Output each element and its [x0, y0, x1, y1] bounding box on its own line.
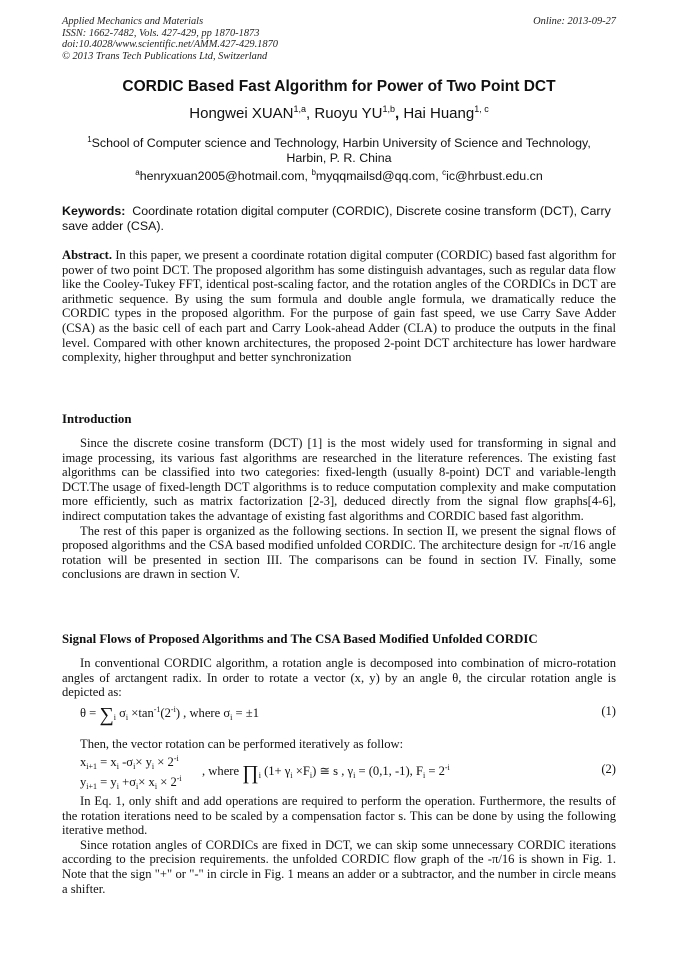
journal-copyright: © 2013 Trans Tech Publications Ltd, Switzerland — [62, 50, 268, 62]
abstract-label: Abstract. — [62, 248, 113, 262]
author-3: Hai Huang — [403, 105, 475, 122]
section2-heading: Signal Flows of Proposed Algorithms and The CSA Based Modified Unfolded CORDIC — [62, 632, 538, 646]
keywords-label: Keywords: — [62, 204, 126, 218]
section2-paragraph-3: In Eq. 1, only shift and add operations are required to perform the operation. Furthermore, the results of the rotation iterations need to be scaled by a compensation factor s. This can be done by using the following iterative method. — [62, 794, 616, 838]
intro-heading: Introduction — [62, 412, 132, 426]
keywords-text: Coordinate rotation digital computer (CORDIC), Discrete cosine transform (DCT), Carry save adder (CSA). — [62, 204, 611, 233]
online-date: Online: 2013-09-27 — [533, 16, 616, 27]
affiliation — [70, 132, 608, 166]
equation-1-number: (1) — [601, 704, 616, 718]
section2-body — [62, 794, 616, 896]
journal-doi: doi:10.4028/www.scientific.net/AMM.427-429.1870 — [62, 39, 278, 51]
email-a: henryxuan2005@hotmail.com — [139, 169, 305, 184]
section2-paragraph-2: Then, the vector rotation can be performed iteratively as follow: — [80, 737, 404, 751]
author-3-sup: 1, c — [474, 104, 489, 114]
section2-paragraph-1-wrap — [62, 656, 616, 700]
abstract — [62, 248, 616, 365]
section2-paragraph-1: In conventional CORDIC algorithm, a rotation angle is decomposed into combination of micro-rotation angles of arctangent radix. In order to rotate a vector (x, y) by an angle θ, the circular rotation angle is depicted as: — [62, 656, 616, 700]
email-b: myqqmailsd@qq.com — [315, 169, 436, 184]
author-2-sup: 1,b — [382, 104, 395, 114]
intro-body — [62, 436, 616, 582]
journal-name: Applied Mechanics and Materials — [62, 16, 204, 27]
email-c: ic@hrbust.edu.cn — [446, 169, 543, 184]
keywords — [62, 204, 616, 234]
affiliation-sup: 1 — [87, 135, 92, 144]
author-list: Hongwei XUAN$^{1,a}$, Ruoyu YU$^{1,b}$, Hai Huang$^{1, c}$ — [189, 104, 489, 122]
equation-2: $x_{i+1} = x_i$ $-\sigma_i\times y_i \times 2^{-i}$ $y_{i+1} = y_i +\sigma_i\times x_i \times 2^{-i}$ , where $\prod_i$ $(1+ \gamma_i \times F_i)$ ≅ s , $\gamma_i = (0,1$, -1), $F_i = 2^{-i}$ (2) — [80, 754, 616, 791]
journal-header — [62, 16, 278, 62]
author-1: Hongwei XUAN — [189, 105, 294, 122]
equation-1: $\theta = \sum_i$ $\sigma_i \times\tan^{-1}(2^{-i})$ , where $\sigma_i = \pm 1$ (1) — [80, 704, 616, 726]
section2-paragraph-4: Since rotation angles of CORDICs are fixed in DCT, we can skip some unnecessary CORDIC iterations according to the precision requirements. the unfolded CORDIC flow graph of the -π/16 is shown in Fig. 1. Note that the sign "+" or "-" in circle in Fig. 1 means an adder or a subtractor, and the number in circle means a shifter. — [62, 837, 616, 896]
author-1-sup: 1,a — [293, 104, 307, 114]
equation-1-tail: = ±1 — [232, 706, 259, 720]
journal-issn: ISSN: 1662-7482, Vols. 427-429, pp 1870-1873 — [62, 27, 260, 39]
intro-paragraph-2: The rest of this paper is organized as the following sections. In section II, we present the signal flows of proposed algorithms and the CSA based modified unfolded CORDIC. The architecture design for -π/16 angle rotation will be presented in section III. The comparisons can be found in section IV. Finally, some conclusions are drawn in section V. — [62, 523, 616, 582]
equation-2-number: (2) — [601, 762, 616, 776]
affiliation-text: School of Computer science and Technology, Harbin University of Science and Technology, Harbin, P. R. China — [91, 136, 591, 166]
abstract-text: In this paper, we present a coordinate rotation digital computer (CORDIC) based fast algorithm for power of two point DCT. The proposed algorithm has some distinguish advantages, such as regular data flow like the Cooley-Tukey FFT, identical post-scaling factor, and the rotation angles of the CORDICs in DCT are arithmetic sequence. By using the sum formula and double angle formula, we dramatically reduce the CORDIC types in the proposed algorithm. For the purpose of gain fast speed, we use Carry Save Adder (CSA) as the basic cell of each part and Carry Look-ahead Adder (CLA) to produce the outputs in the final level. Compared with other known architectures, the proposed 2-point DCT architecture has lower hardware complexity, higher throughput and better synchronization — [62, 248, 616, 365]
author-2: Ruoyu YU — [314, 105, 383, 122]
paper-title: CORDIC Based Fast Algorithm for Power of Two Point DCT — [122, 78, 556, 95]
section2-paragraph-2-wrap — [62, 737, 616, 752]
equation-1-where: , where σ — [183, 706, 231, 720]
email-list: $^a$henryxuan2005@hotmail.com, $^b$myqqmailsd@qq.com, $^c$ic@hrbust.edu.cn — [135, 168, 543, 184]
intro-paragraph-1: Since the discrete cosine transform (DCT) [1] is the most widely used for transforming in signal and image processing, its various fast algorithms are researched in the literature references. The existing fast algorithms can be classified into two categories: fixed-length (usually 8-point) DCT and variable-length DCT.The usage of fixed-length DCT algorithms is to reduce computation complexity and make computation more efficiently, such as matrix factorization [2-3], deduced directly from the signal flow graphs[4-6], indirect computation takes the advantage of existing fast algorithms and CORDIC based fast algorithm. — [62, 436, 616, 523]
